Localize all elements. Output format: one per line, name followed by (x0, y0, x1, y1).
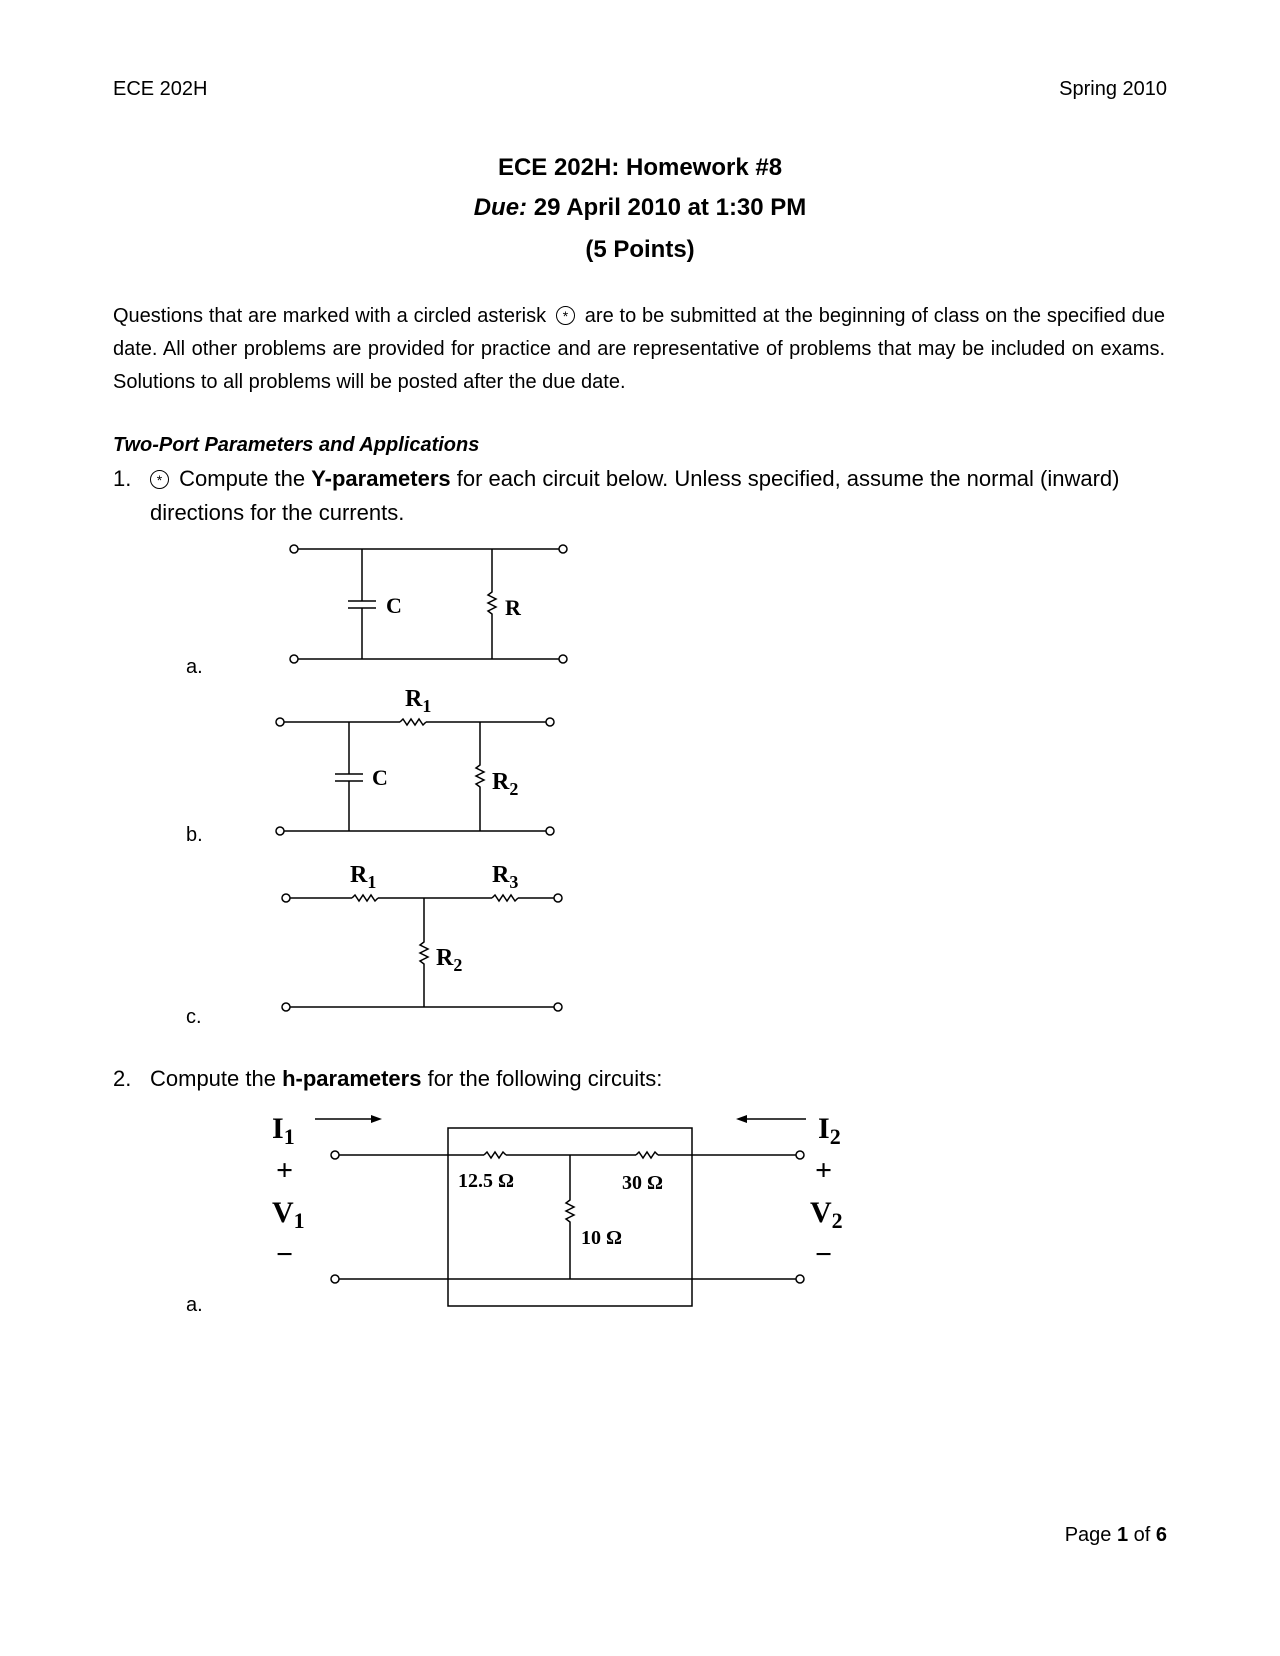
q1-pre: Compute the (179, 466, 312, 491)
circuit-b-c-label: C (372, 765, 388, 790)
header-course: ECE 202H (113, 78, 208, 100)
intro-text-2: are to be submitted at the beginning of class on the specified due date. All other problems are provided for practice and are representative of problems that may be included on exams. Solutions to all problems will be posted after the due date. (113, 305, 1165, 393)
v1-plus: + (276, 1154, 294, 1187)
arrow-left-icon (736, 1115, 747, 1123)
page-current: 1 (1116, 1524, 1129, 1546)
circuit-c-r3-label: $R_3$ (492, 862, 519, 892)
q2-post: for the following circuits: (421, 1066, 663, 1091)
q2-pre: Compute the (150, 1066, 283, 1091)
q1-bold: Y-parameters (311, 466, 451, 491)
circuit-a-r-label: R (505, 595, 521, 620)
circuit-b (276, 718, 554, 835)
intro-text-1: Questions that are marked with a circled asterisk (113, 305, 547, 327)
circuit-c-r1-label: $R_1$ (350, 862, 377, 892)
q1-number: 1. (113, 466, 132, 491)
due-label: Due: (473, 194, 528, 221)
v2-minus: − (815, 1238, 833, 1271)
v2-label: $V_2$ (810, 1196, 843, 1233)
page-title: ECE 202H: Homework #8 (497, 154, 783, 181)
circuit-a-c-label: C (386, 593, 402, 618)
v1-label: $V_1$ (272, 1196, 305, 1233)
q2-number: 2. (113, 1066, 132, 1091)
circuit-b-label: b. (186, 824, 203, 846)
section-title: Two-Port Parameters and Applications (113, 434, 480, 456)
circuit-b-r2-label: $R_2$ (492, 769, 519, 799)
v1-minus: − (276, 1238, 294, 1271)
page-number: Page 1 of 6 (1064, 1524, 1167, 1546)
circuit-b-r1-label: $R_1$ (405, 686, 432, 716)
v2-plus: + (815, 1154, 833, 1187)
circuit-a (290, 545, 567, 663)
arrow-right-icon (371, 1115, 382, 1123)
r-30-label: 30 Ω (622, 1172, 664, 1194)
q1-line2: directions for the currents. (150, 500, 405, 525)
circled-asterisk-icon: * (556, 306, 575, 325)
circuit-2a (315, 1119, 806, 1306)
circuit-c (282, 894, 562, 1011)
r-10-label: 10 Ω (581, 1227, 623, 1249)
q2-bold: h-parameters (282, 1066, 422, 1091)
points-line: (5 Points) (585, 236, 695, 263)
circled-asterisk-icon: * (150, 470, 169, 489)
r-12-5-label: 12.5 Ω (458, 1170, 515, 1192)
q1-post: for each circuit below. Unless specified, assume the normal (inward) (450, 466, 1120, 491)
circuit-2a-label: a. (186, 1294, 203, 1316)
circuit-c-r2-label: $R_2$ (436, 945, 463, 975)
due-date: 29 April 2010 at 1:30 PM (527, 194, 807, 221)
circuit-c-label: c. (186, 1006, 202, 1028)
circuit-a-label: a. (186, 656, 203, 678)
header-term: Spring 2010 (1059, 78, 1167, 100)
q2-text (150, 1066, 662, 1092)
i2-label: $I_2$ (818, 1112, 841, 1149)
page-total: 6 (1155, 1524, 1167, 1546)
i1-label: $I_1$ (272, 1112, 295, 1149)
